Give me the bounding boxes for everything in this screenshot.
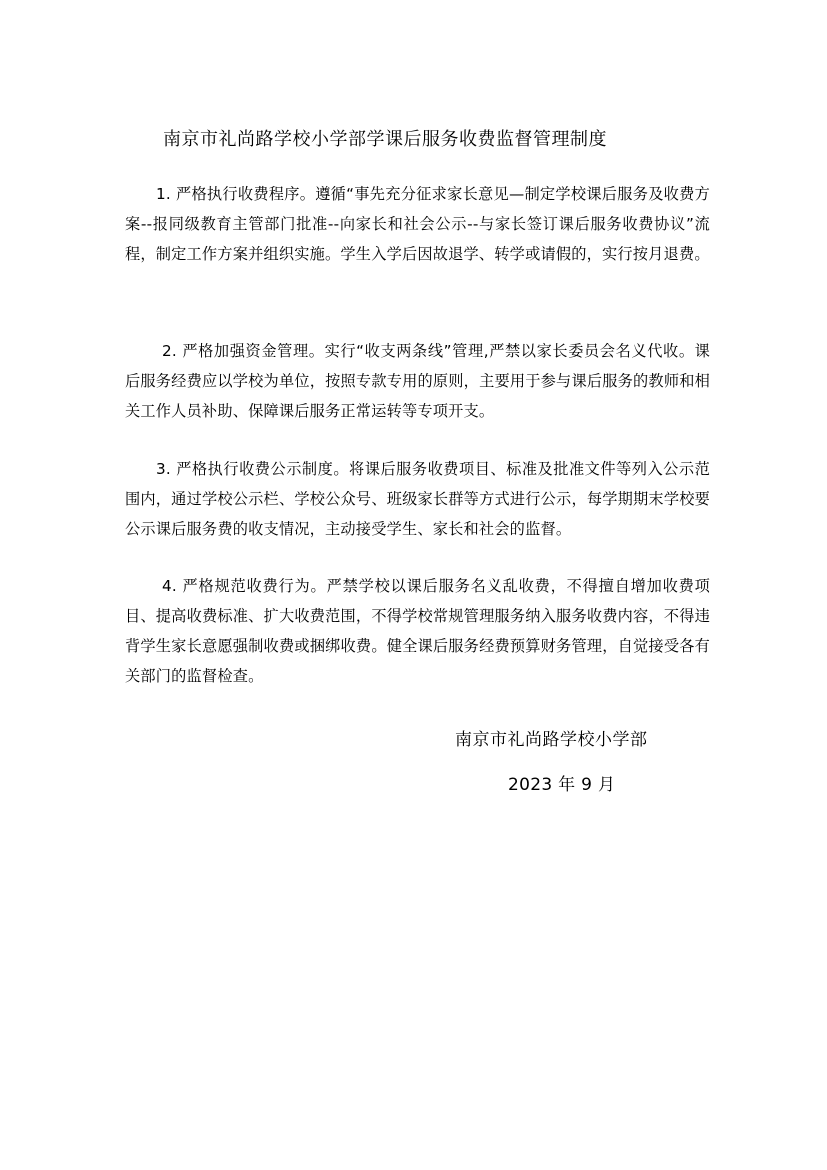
paragraph-3-lead: 3. 严格执行收费公示制度。: [156, 460, 350, 478]
document-title: 南京市礼尚路学校小学部学课后服务收费监督管理制度: [163, 129, 607, 150]
signature-organization: 南京市礼尚路学校小学部: [455, 730, 648, 750]
paragraph-3: [125, 454, 710, 544]
paragraph-4: [125, 571, 710, 691]
paragraph-2-body: 实行“收支两条线”管理,严禁以家长委员会名义代收。课后服务经费应以学校为单位，按照专款专用的原则，主要用于参与课后服务的教师和相关工作人员补助、保障课后服务正常运转等专项开支。: [125, 342, 711, 420]
paragraph-1: [125, 179, 710, 269]
paragraph-2-lead: 2. 严格加强资金管理。: [162, 342, 325, 360]
paragraph-3-body: 将课后服务收费项目、标准及批准文件等列入公示范围内，通过学校公示栏、学校公众号、班级家长群等方式进行公示，每学期期末学校要公示课后服务费的收支情况，主动接受学生、家长和社会的监督。: [125, 460, 710, 538]
signature-date: 2023 年 9 月: [508, 775, 616, 795]
paragraph-1-lead: 1. 严格执行收费程序。: [156, 185, 316, 203]
paragraph-2: [125, 336, 710, 426]
paragraph-4-lead: 4. 严格规范收费行为。: [162, 577, 327, 595]
paragraph-1-body: 遵循“事先充分征求家长意见—制定学校课后服务及收费方案--报同级教育主管部门批准--向家长和社会公示--与家长签订课后服务收费协议”流程，制定工作方案并组织实施。学生入学后因故退学、转学或请假的，实行按月退费。: [125, 185, 710, 263]
paragraph-4-body: 严禁学校以课后服务名义乱收费，不得擅自增加收费项目、提高收费标准、扩大收费范围，不得学校常规管理服务纳入服务收费内容，不得违背学生家长意愿强制收费或捆绑收费。健全课后服务经费预算财务管理，自觉接受各有关部门的监督检查。: [125, 577, 710, 685]
